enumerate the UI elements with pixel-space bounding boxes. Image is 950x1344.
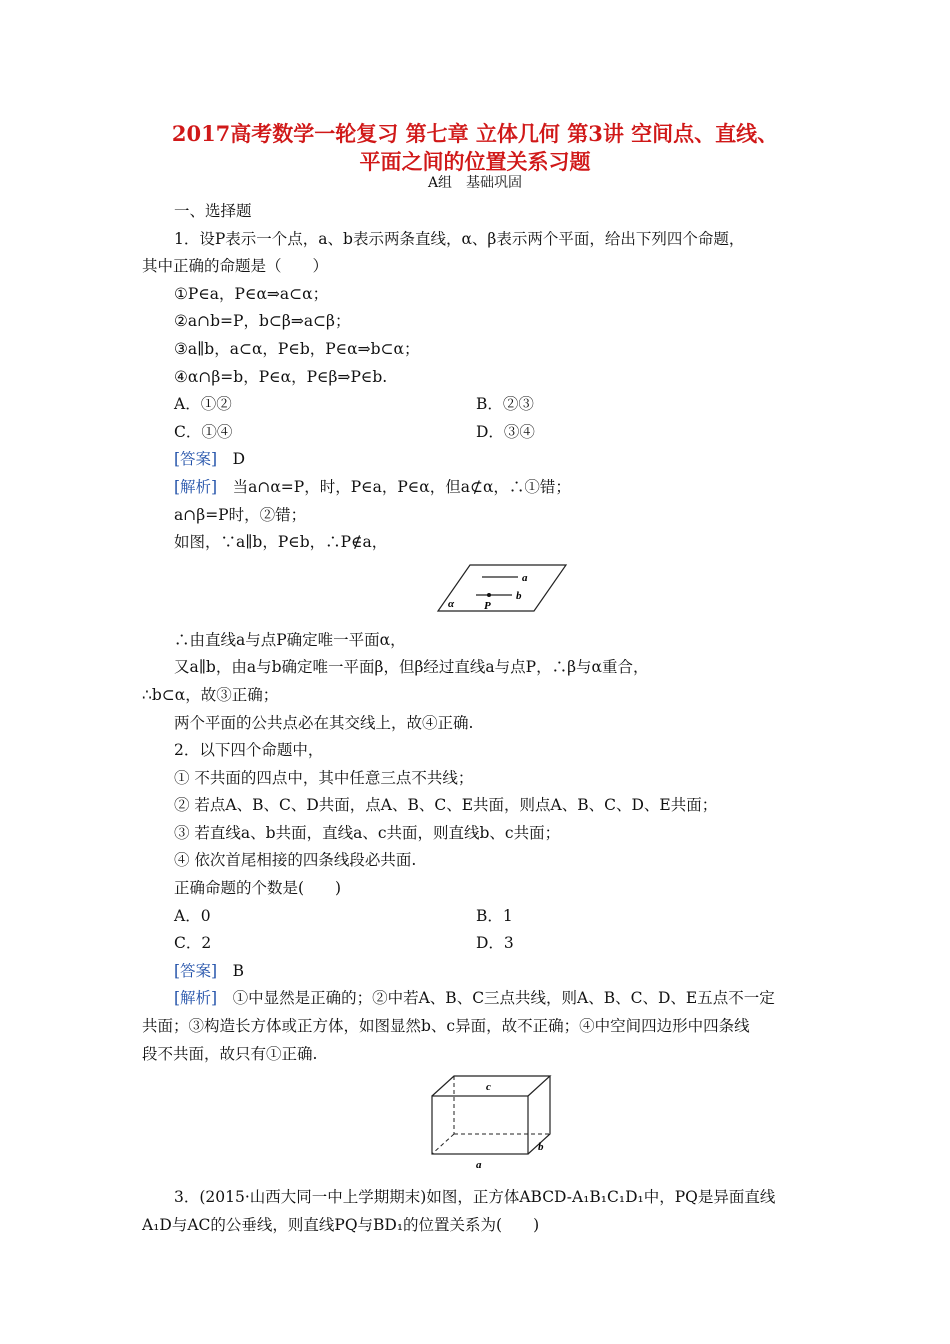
q1-proposition-2: ②a∩b=P，b⊂β⇒a⊂β； bbox=[174, 312, 351, 331]
q2-ask: 正确命题的个数是( ) bbox=[174, 879, 342, 898]
q1-option-d: D．③④ bbox=[476, 422, 535, 441]
q2-analysis-text-1: ①中显然是正确的；②中若A、B、C三点共线，则A、B、C、D、E五点不一定 bbox=[217, 989, 775, 1008]
q2-answer bbox=[142, 958, 810, 986]
plane-figure bbox=[142, 563, 810, 621]
q3-line-1: 3．(2015·山西大同一中上学期期末)如图，正方体ABCD-A₁B₁C₁D₁中，PQ是异面直线 bbox=[174, 1188, 776, 1207]
q2-analysis-line-3: 段不共面，故只有①正确. bbox=[142, 1044, 318, 1063]
q1-option-a: A．①② bbox=[174, 395, 232, 414]
q2-proposition-3: ③ 若直线a、b共面，直线a、c共面，则直线b、c共面； bbox=[174, 823, 561, 842]
q2-analysis-line-2: 共面；③构造长方体或正方体，如图显然b、c异面，故不正确；④中空间四边形中四条线 bbox=[142, 1017, 750, 1036]
q2-proposition-2: ② 若点A、B、C、D共面，点A、B、C、E共面，则点A、B、C、D、E共面； bbox=[174, 796, 718, 815]
q2-option-d: D．3 bbox=[476, 934, 514, 953]
q1-option-b: B．②③ bbox=[476, 395, 534, 414]
cuboid-top-face bbox=[432, 1076, 550, 1096]
cuboid-diagram bbox=[430, 1074, 554, 1172]
q2-options-row-1 bbox=[142, 903, 810, 931]
section-heading: 一、选择题 bbox=[174, 202, 252, 220]
q1-analysis-text-1: 当a∩α=P，时，P∈a，P∈α，但a⊄α，∴①错； bbox=[217, 477, 571, 496]
label-a: a bbox=[522, 571, 528, 584]
q2-option-b: B．1 bbox=[476, 906, 513, 925]
label-c: c bbox=[486, 1081, 491, 1094]
q2-option-a: A．0 bbox=[174, 906, 211, 925]
label-b: b bbox=[516, 589, 522, 602]
cuboid-front-face bbox=[432, 1096, 528, 1154]
q1-proposition-4: ④α∩β=b，P∈α，P∈β⇒P∈b. bbox=[174, 367, 388, 386]
q2-option-c: C．2 bbox=[174, 934, 212, 953]
point-p bbox=[487, 593, 491, 597]
answer-tag: [答案] bbox=[174, 961, 218, 980]
label-p: P bbox=[484, 599, 491, 612]
q2-proposition-1: ① 不共面的四点中，其中任意三点不共线； bbox=[174, 768, 474, 787]
q2-answer-value: B bbox=[217, 961, 244, 980]
q1-answer bbox=[142, 446, 810, 474]
q1-proposition-1: ①P∈a，P∈α⇒a⊂α； bbox=[174, 284, 329, 303]
q1-analysis-line-4: ∴由直线a与点P确定唯一平面α， bbox=[174, 630, 406, 649]
q1-option-c: C．①④ bbox=[174, 422, 233, 441]
label-alpha: α bbox=[448, 597, 455, 610]
q1-stem-line-2: 其中正确的命题是（ ） bbox=[142, 257, 329, 276]
label-b: b bbox=[538, 1141, 544, 1154]
analysis-tag: [解析] bbox=[174, 989, 218, 1008]
group-subtitle: A组 基础巩固 bbox=[427, 175, 523, 191]
q1-options-row-1 bbox=[142, 391, 810, 419]
answer-tag: [答案] bbox=[174, 450, 218, 469]
plane-diagram bbox=[438, 563, 568, 615]
q2-stem: 2．以下四个命题中， bbox=[174, 741, 324, 760]
q2-options-row-2 bbox=[142, 930, 810, 958]
q1-options-row-2 bbox=[142, 419, 810, 447]
q1-analysis-line-6: ∴b⊂α，故③正确； bbox=[142, 685, 279, 704]
title-line-1: 2017高考数学一轮复习 第七章 立体几何 第3讲 空间点、直线、 bbox=[171, 121, 779, 146]
q1-analysis-line-1 bbox=[142, 474, 810, 502]
box-figure bbox=[142, 1074, 810, 1172]
q1-analysis-line-5: 又a∥b，由a与b确定唯一平面β，但β经过直线a与点P，∴β与α重合， bbox=[174, 658, 649, 677]
q2-analysis-line-1 bbox=[142, 985, 810, 1013]
q1-proposition-3: ③a∥b，a⊂α，P∈b，P∈α⇒b⊂α； bbox=[174, 339, 420, 358]
document-title bbox=[0, 120, 950, 176]
q1-answer-value: D bbox=[217, 450, 246, 469]
label-a: a bbox=[476, 1159, 482, 1172]
q1-stem-line-1: 1．设P表示一个点，a、b表示两条直线，α、β表示两个平面，给出下列四个命题， bbox=[174, 229, 745, 248]
q2-proposition-4: ④ 依次首尾相接的四条线段必共面. bbox=[174, 851, 417, 870]
title-line-2: 平面之间的位置关系习题 bbox=[359, 149, 591, 174]
hidden-edge-left bbox=[432, 1134, 454, 1154]
document-body bbox=[142, 198, 810, 1239]
plane-parallelogram bbox=[438, 565, 566, 611]
q1-analysis-line-3: 如图，∵a∥b，P∈b，∴P∉a， bbox=[174, 533, 388, 552]
q1-analysis-line-7: 两个平面的公共点必在其交线上，故④正确. bbox=[174, 713, 474, 732]
q1-analysis-line-2: a∩β=P时，②错； bbox=[174, 505, 307, 524]
analysis-tag: [解析] bbox=[174, 477, 218, 496]
q3-line-2: A₁D与AC的公垂线，则直线PQ与BD₁的位置关系为( ) bbox=[142, 1215, 540, 1234]
